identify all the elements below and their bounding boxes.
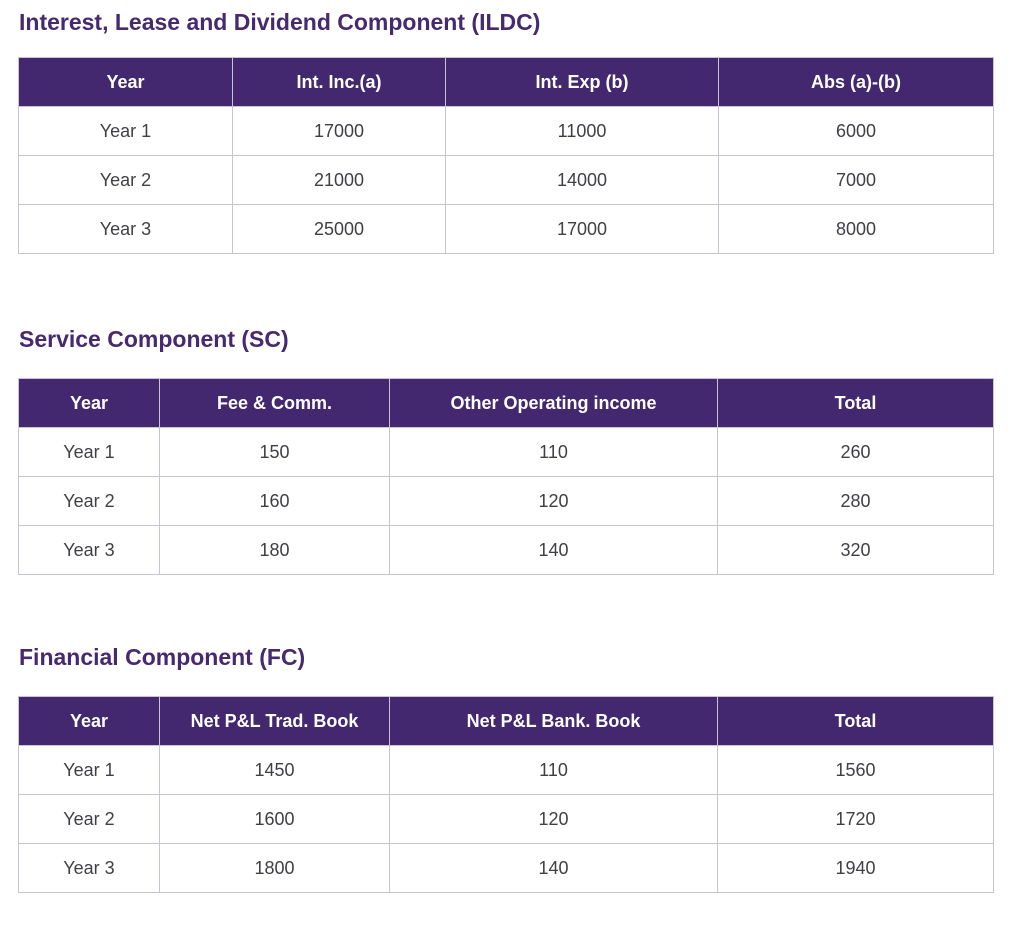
table-cell: 7000: [719, 156, 994, 205]
table-cell: Year 2: [19, 477, 160, 526]
table-cell: 21000: [233, 156, 446, 205]
table-cell: 8000: [719, 205, 994, 254]
table-cell: 150: [160, 428, 390, 477]
column-header-total: Total: [718, 379, 994, 428]
table-cell: 280: [718, 477, 994, 526]
table-row: [19, 746, 994, 795]
table-cell: 260: [718, 428, 994, 477]
table-cell: 6000: [719, 107, 994, 156]
table-cell: 1450: [160, 746, 390, 795]
table-cell: Year 1: [19, 428, 160, 477]
table-row: [19, 477, 994, 526]
table-header-row: [19, 58, 994, 107]
column-header-total: Total: [718, 697, 994, 746]
table-cell: Year 2: [19, 795, 160, 844]
fc-section-title: Financial Component (FC): [19, 644, 306, 670]
column-header-other-operating-income: Other Operating income: [390, 379, 718, 428]
table-cell: Year 3: [19, 205, 233, 254]
column-header-fee-comm: Fee & Comm.: [160, 379, 390, 428]
table-cell: 180: [160, 526, 390, 575]
table-cell: 1800: [160, 844, 390, 893]
table-row: [19, 156, 994, 205]
table-row: [19, 526, 994, 575]
table-cell: 120: [390, 477, 718, 526]
sc-section-title: Service Component (SC): [19, 326, 289, 352]
table-row: [19, 795, 994, 844]
column-header-net-pl-trad-book: Net P&L Trad. Book: [160, 697, 390, 746]
column-header-abs: Abs (a)-(b): [719, 58, 994, 107]
column-header-year: Year: [19, 58, 233, 107]
table-header-row: [19, 379, 994, 428]
table-row: [19, 107, 994, 156]
table-cell: 320: [718, 526, 994, 575]
ildc-table: [18, 57, 994, 254]
table-cell: Year 1: [19, 107, 233, 156]
table-row: [19, 205, 994, 254]
table-cell: 120: [390, 795, 718, 844]
column-header-net-pl-bank-book: Net P&L Bank. Book: [390, 697, 718, 746]
table-cell: 11000: [446, 107, 719, 156]
table-cell: 17000: [233, 107, 446, 156]
table-cell: Year 3: [19, 526, 160, 575]
table-cell: 14000: [446, 156, 719, 205]
table-cell: 17000: [446, 205, 719, 254]
table-cell: 1940: [718, 844, 994, 893]
column-header-year: Year: [19, 697, 160, 746]
table-cell: 160: [160, 477, 390, 526]
fc-table: [18, 696, 994, 893]
table-cell: Year 3: [19, 844, 160, 893]
table-cell: 140: [390, 526, 718, 575]
table-cell: 1720: [718, 795, 994, 844]
table-cell: 25000: [233, 205, 446, 254]
column-header-int-exp: Int. Exp (b): [446, 58, 719, 107]
sc-table: [18, 378, 994, 575]
table-cell: 110: [390, 428, 718, 477]
table-cell: Year 2: [19, 156, 233, 205]
column-header-int-inc: Int. Inc.(a): [233, 58, 446, 107]
table-row: [19, 844, 994, 893]
table-cell: Year 1: [19, 746, 160, 795]
table-cell: 1600: [160, 795, 390, 844]
table-cell: 110: [390, 746, 718, 795]
table-cell: 140: [390, 844, 718, 893]
table-row: [19, 428, 994, 477]
table-cell: 1560: [718, 746, 994, 795]
column-header-year: Year: [19, 379, 160, 428]
table-header-row: [19, 697, 994, 746]
ildc-section-title: Interest, Lease and Dividend Component (ILDC): [19, 9, 541, 35]
